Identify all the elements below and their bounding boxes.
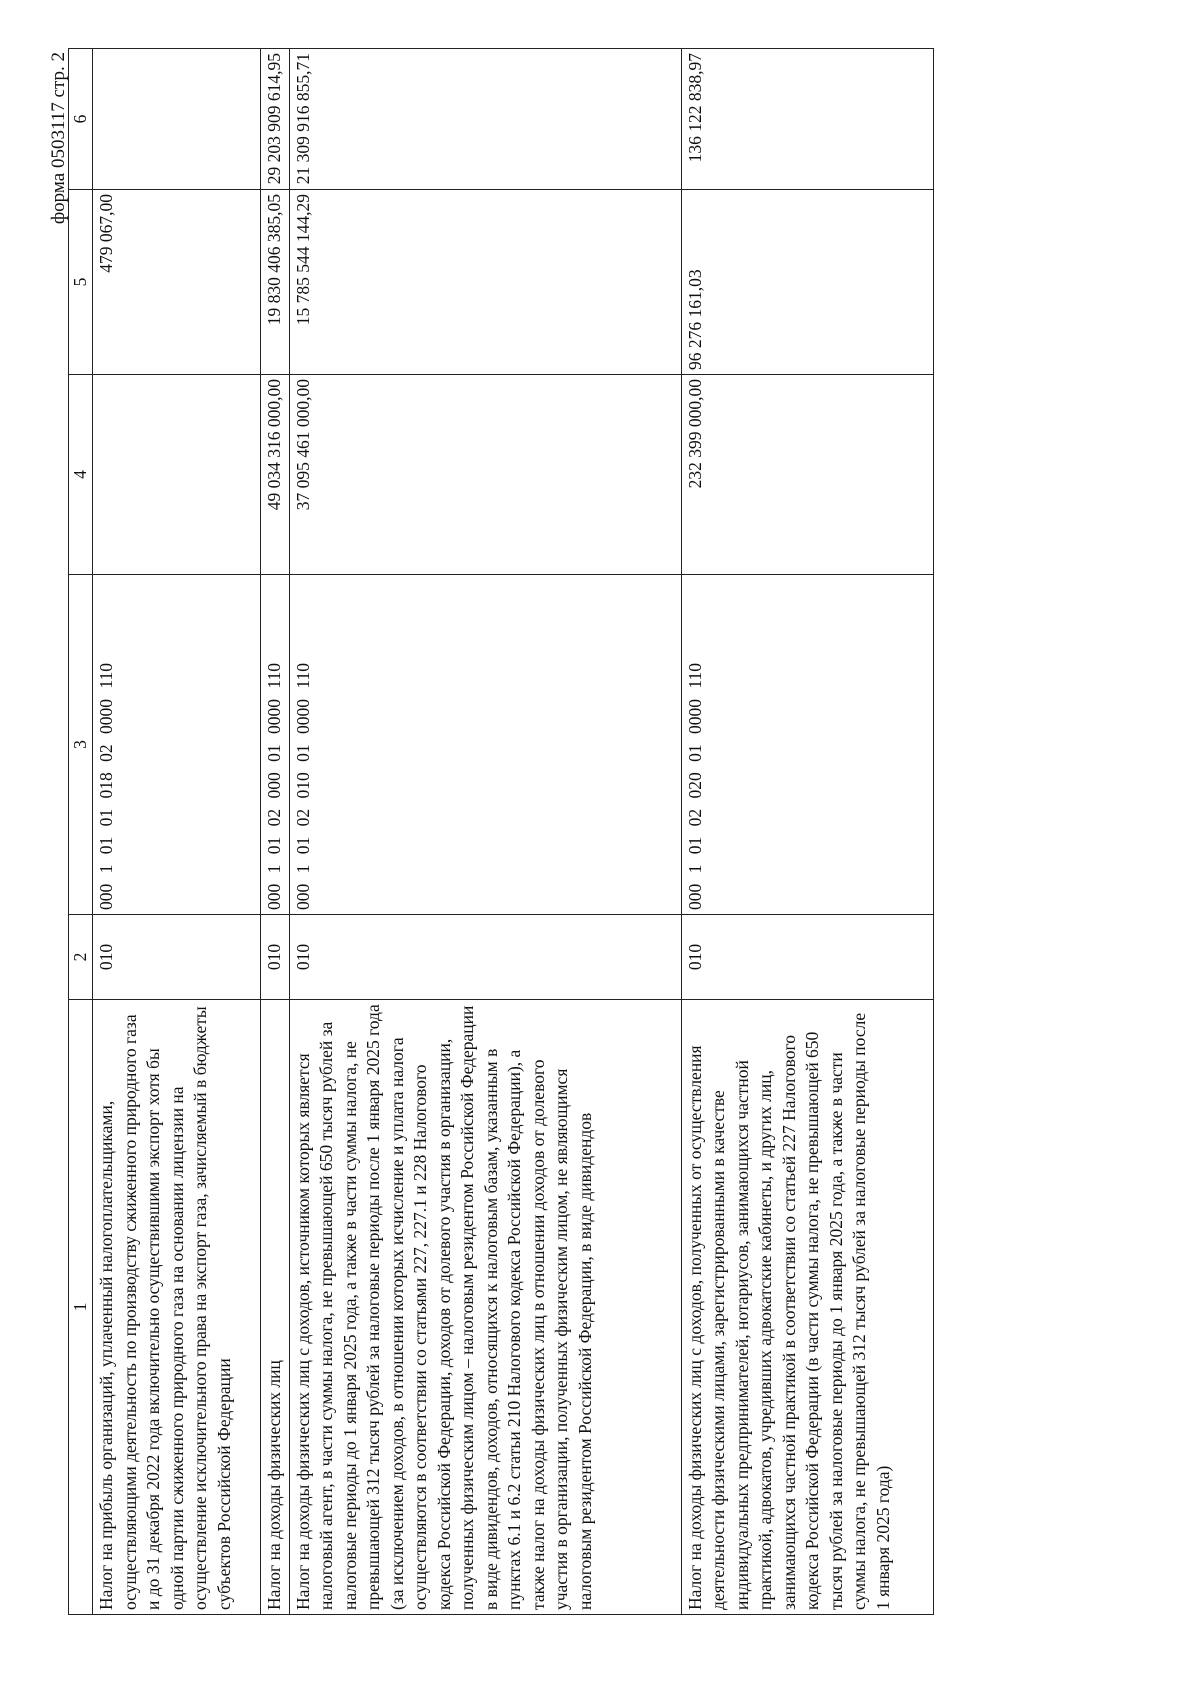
income-name-cell: Налог на прибыль организаций, уплаченный налогоплательщиками, осуществляющими деятельность по производству сжиженного природного газа и до 31 декабря 2022 года включительно осуществившими экспорт хотя бы одной партии сжиженного природного газа на основании лицензии на осуществление исключительного права на экспорт газа, зачисляемый в бюджеты субъектов Российской Федерации — [93, 1000, 261, 1615]
col-header-2: 2 — [69, 915, 93, 1000]
budget-code-cell: 000 1 01 01 018 02 0000 110 — [93, 575, 261, 915]
budget-income-table — [68, 48, 934, 1615]
approved-amount-cell: 49 034 316 000,00 — [261, 375, 290, 575]
col-header-6: 6 — [69, 49, 93, 190]
unexecuted-amount-cell: 136 122 838,97 — [681, 49, 933, 190]
budget-code-cell: 000 1 01 02 010 01 0000 110 — [289, 575, 681, 915]
col-header-3: 3 — [69, 575, 93, 915]
budget-code-cell: 000 1 01 02 020 01 0000 110 — [681, 575, 933, 915]
income-name-cell: Налог на доходы физических лиц с доходов, источником которых является налоговый агент, в части суммы налога, не превышающей 650 тысяч рублей за налоговые периоды до 1 января 2025 года, а также в части суммы налога, не превышающей 312 тысяч рублей за налоговые периоды после 1 января 2025 года (за исключением доходов, в отношении которых исчисление и уплата налога осуществляются в соответствии со статьями 227, 227.1 и 228 Налогового кодекса Российской Федерации, доходов от долевого участия в организации, полученных физическим лицом – налоговым резидентом Российской Федерации в виде дивидендов, доходов, относящихся к налоговым базам, указанным в пунктах 6.1 и 6.2 статьи 210 Налогового кодекса Российской Федерации), а также налог на доходы физических лиц в отношении доходов от долевого участия в организации, полученных физическим лицом, не являющимся налоговым резидентом Российской Федерации, в виде дивидендов — [289, 1000, 681, 1615]
approved-amount-cell: 37 095 461 000,00 — [289, 375, 681, 575]
table-row — [93, 49, 261, 1615]
line-code-cell: 010 — [681, 915, 933, 1000]
budget-code-cell: 000 1 01 02 000 01 0000 110 — [261, 575, 290, 915]
approved-amount-cell: 232 399 000,00 — [681, 375, 933, 575]
form-number-label: форма 0503117 стр. 2 — [48, 52, 69, 225]
table-row — [289, 49, 681, 1615]
unexecuted-amount-cell: 21 309 916 855,71 — [289, 49, 681, 190]
col-header-1: 1 — [69, 1000, 93, 1615]
table-row — [261, 49, 290, 1615]
unexecuted-amount-cell — [93, 49, 261, 190]
unexecuted-amount-cell: 29 203 909 614,95 — [261, 49, 290, 190]
income-name-cell: Налог на доходы физических лиц — [261, 1000, 290, 1615]
line-code-cell: 010 — [93, 915, 261, 1000]
col-header-4: 4 — [69, 375, 93, 575]
executed-amount-cell: 479 067,00 — [93, 190, 261, 375]
executed-amount-cell: 15 785 544 144,29 — [289, 190, 681, 375]
executed-amount-cell: 19 830 406 385,05 — [261, 190, 290, 375]
line-code-cell: 010 — [289, 915, 681, 1000]
column-number-row — [69, 49, 93, 1615]
line-code-cell: 010 — [261, 915, 290, 1000]
income-name-cell: Налог на доходы физических лиц с доходов, полученных от осуществления деятельности физическими лицами, зарегистрированными в качестве индивидуальных предпринимателей, нотариусов, занимающихся частной практикой, адвокатов, учредивших адвокатские кабинеты, и других лиц, занимающихся частной практикой в соответствии со статьей 227 Налогового кодекса Российской Федерации (в части суммы налога, не превышающей 650 тысяч рублей за налоговые периоды до 1 января 2025 года, а также в части суммы налога, не превышающей 312 тысяч рублей за налоговые периоды после 1 января 2025 года) — [681, 1000, 933, 1615]
approved-amount-cell — [93, 375, 261, 575]
executed-amount-cell: 96 276 161,03 — [681, 190, 933, 375]
table-row — [681, 49, 933, 1615]
col-header-5: 5 — [69, 190, 93, 375]
